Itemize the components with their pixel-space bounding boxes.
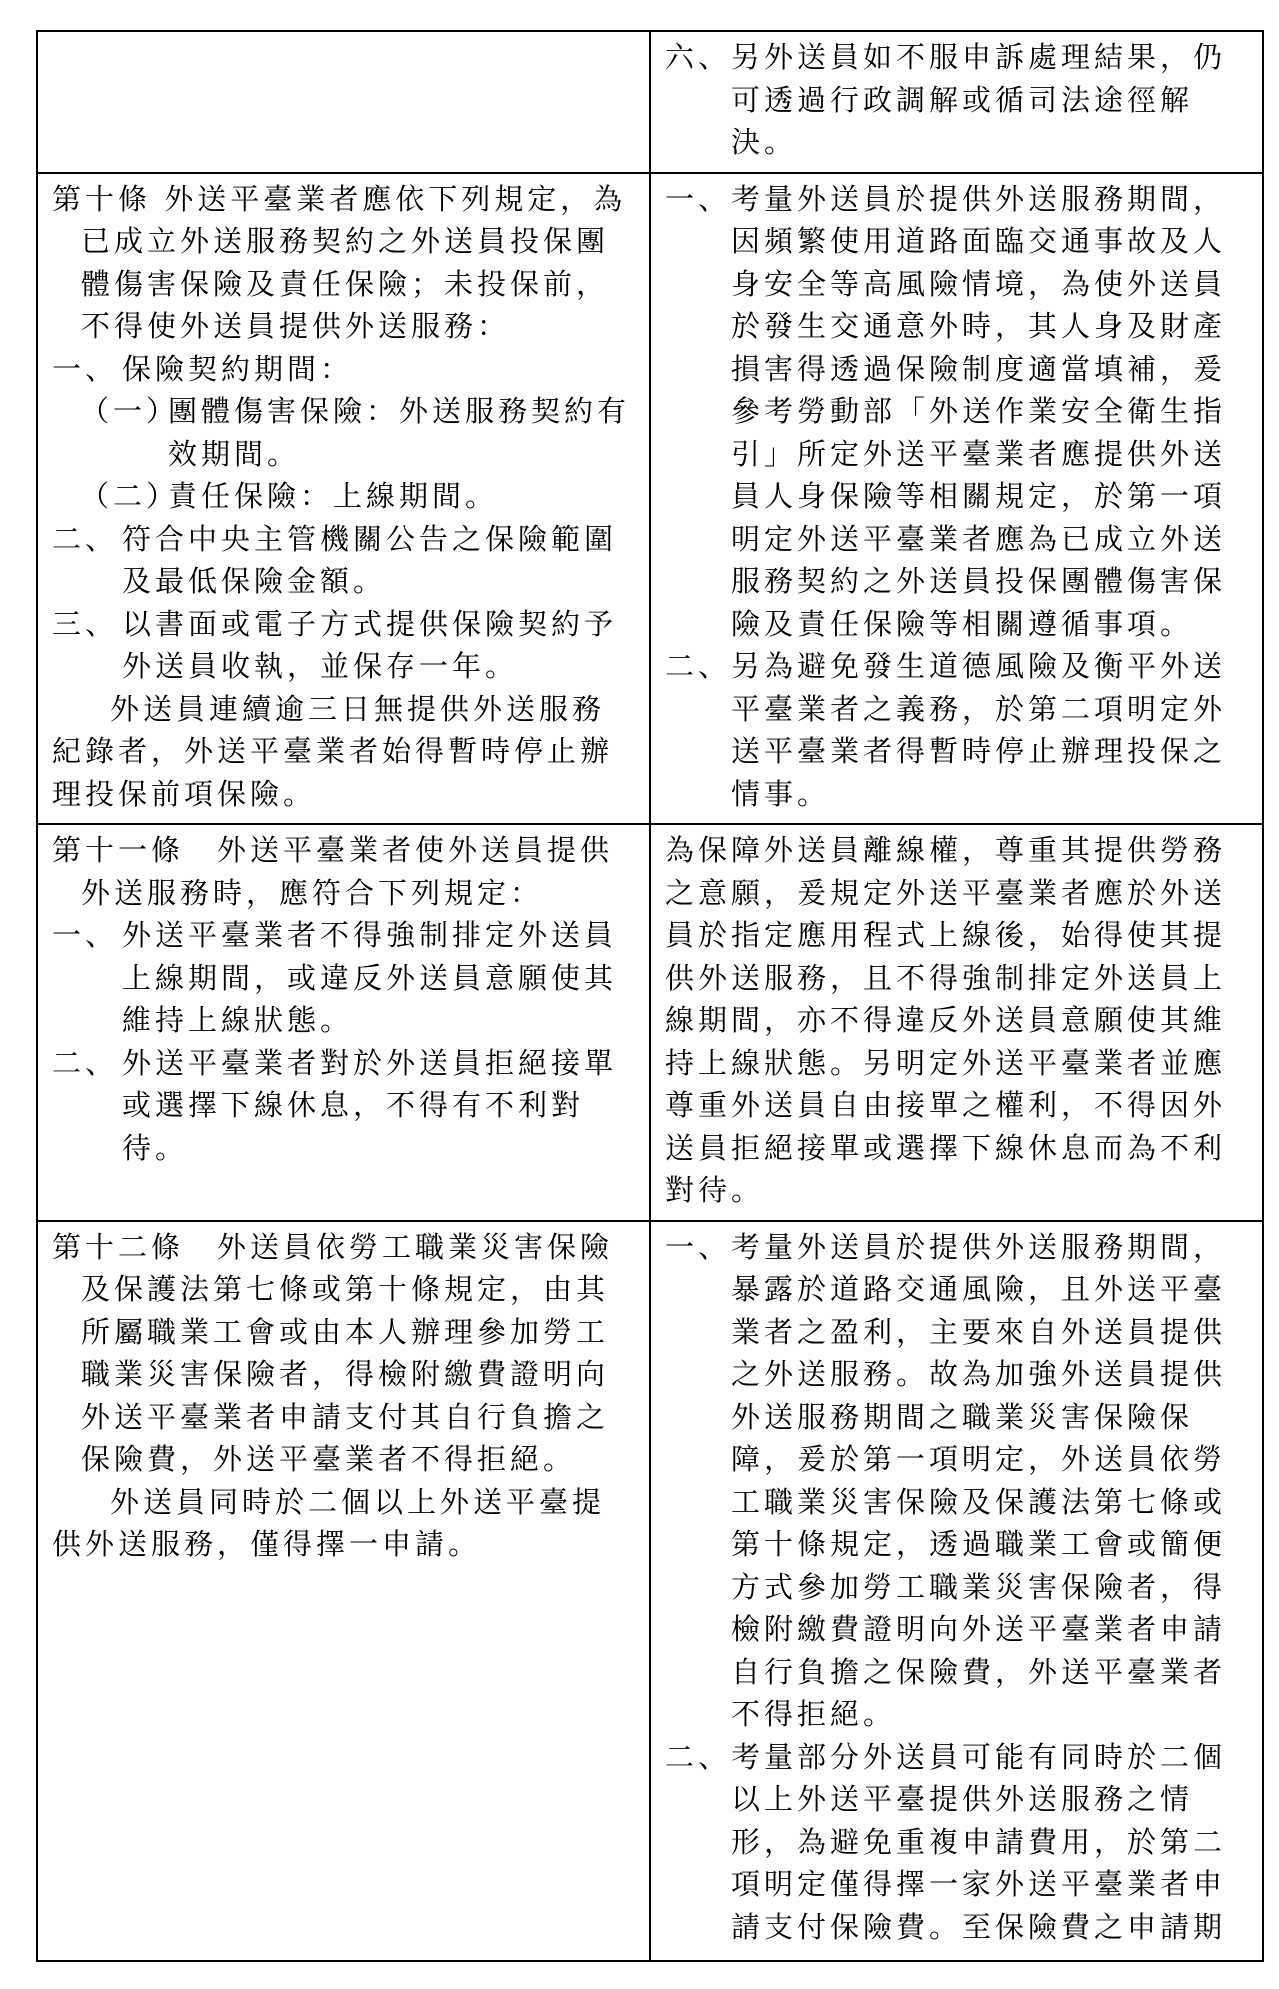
table-row — [37, 1221, 1263, 1961]
explanation-item — [665, 36, 1246, 164]
explanation-cell — [650, 824, 1263, 1221]
article-item — [52, 914, 633, 1042]
table-row — [37, 173, 1263, 825]
explanation-cell — [650, 173, 1263, 825]
item-label: 二、 — [52, 1045, 119, 1080]
item-label: 一、 — [665, 1229, 732, 1264]
article-subitem — [52, 475, 633, 518]
item-text: 考量外送員於提供外送服務期間，因頻繁使用道路面臨交通事故及人身安全等高風險情境，為使外送員於發生交通意外時，其人身及財產損害得透過保險制度適當填補，爰參考勞動部「外送作業安全衛生指引」所定外送平臺業者應提供外送員人身保險等相關規定，於第一項明定外送平臺業者應為已成立外送服務契約之外送員投保團體傷害保險及責任保險等相關遵循事項。 — [731, 181, 1227, 641]
explanation-item — [665, 1226, 1246, 1736]
item-text: 考量部分外送員可能有同時於二個以上外送平臺提供外送服務之情形，為避免重複申請費用，於第二項明定僅得擇一家外送平臺業者申請支付保險費。至保險費之申請期 — [731, 1739, 1227, 1944]
item-label: 二、 — [665, 1739, 732, 1774]
item-text: 符合中央主管機關公告之保險範圍及最低保險金額。 — [122, 521, 618, 598]
article-cell — [37, 173, 650, 825]
article-item — [52, 518, 633, 603]
article-title: 第十二條 外送員依勞工職業災害保險及保護法第七條或第十條規定，由其所屬職業工會或由本人辦理參加勞工職業災害保險者，得檢附繳費證明向外送平臺業者申請支付其自行負擔之保險費，外送平臺業者不得拒絕。 — [52, 1229, 614, 1476]
subitem-label: （二） — [80, 479, 180, 513]
item-text: 保險契約期間： — [122, 351, 354, 386]
comparison-table — [36, 30, 1264, 1962]
item-text: 外送平臺業者對於外送員拒絕接單或選擇下線休息，不得有不利對待。 — [122, 1045, 618, 1165]
article-paragraph: 外送員同時於二個以上外送平臺提供外送服務，僅得擇一申請。 — [52, 1484, 606, 1561]
article-item — [52, 348, 633, 391]
article-item — [52, 603, 633, 688]
item-label: 二、 — [665, 649, 732, 683]
explanation-item — [665, 1736, 1246, 1949]
article-paragraph: 外送員連續逾三日無提供外送服務紀錄者，外送平臺業者始得暫時停止辦理投保前項保險。 — [52, 691, 614, 811]
article-subitem — [52, 390, 633, 475]
article-title: 第十一條 外送平臺業者使外送員提供外送服務時，應符合下列規定： — [52, 833, 614, 910]
item-text: 考量外送員於提供外送服務期間，暴露於道路交通風險，且外送平臺業者之盈利，主要來自外送員提供之外送服務。故為加強外送員提供外送服務期間之職業災害保險保障，爰於第一項明定，外送員依勞工職業災害保險及保護法第七條或第十條規定，透過職業工會或簡便方式參加勞工職業災害保險者，得檢附繳費證明向外送平臺業者申請自行負擔之保險費，外送平臺業者不得拒絕。 — [731, 1229, 1227, 1731]
explanation-text: 為保障外送員離線權，尊重其提供勞務之意願，爰規定外送平臺業者應於外送員於指定應用程式上線後，始得使其提供外送服務，且不得強制排定外送員上線期間，亦不得違反外送員意願使其維持上線狀態。另明定外送平臺業者並應尊重外送員自由接單之權利，不得因外送員拒絕接單或選擇下線休息而為不利對待。 — [665, 833, 1227, 1207]
article-cell-empty — [37, 31, 650, 173]
article-cell — [37, 824, 650, 1221]
article-cell — [37, 1221, 650, 1961]
item-text: 另為避免發生道德風險及衡平外送平臺業者之義務，於第二項明定外送平臺業者得暫時停止辦理投保之情事。 — [731, 649, 1227, 811]
item-label: 二、 — [52, 521, 119, 556]
explanation-cell — [650, 1221, 1263, 1961]
item-label: 一、 — [52, 351, 119, 386]
item-label: 三、 — [52, 606, 119, 641]
item-text: 另外送員如不服申訴處理結果，仍可透過行政調解或循司法途徑解決。 — [731, 40, 1227, 159]
item-text: 外送平臺業者不得強制排定外送員上線期間，或違反外送員意願使其維持上線狀態。 — [122, 918, 618, 1037]
item-label: 一、 — [665, 181, 732, 216]
explanation-item — [665, 178, 1246, 646]
subitem-label: （一） — [80, 394, 180, 428]
subitem-text: 團體傷害保險：外送服務契約有效期間。 — [168, 394, 631, 471]
item-label: 六、 — [665, 40, 732, 74]
article-item — [52, 1042, 633, 1170]
item-label: 一、 — [52, 918, 119, 952]
explanation-cell — [650, 31, 1263, 173]
subitem-text: 責任保險：上線期間。 — [168, 479, 499, 513]
item-text: 以書面或電子方式提供保險契約予外送員收執，並保存一年。 — [122, 606, 618, 683]
explanation-item — [665, 645, 1246, 815]
table-row — [37, 31, 1263, 173]
article-title: 第十條 外送平臺業者應依下列規定，為已成立外送服務契約之外送員投保團體傷害保險及責任保險；未投保前，不得使外送員提供外送服務： — [52, 181, 627, 343]
table-row — [37, 824, 1263, 1221]
